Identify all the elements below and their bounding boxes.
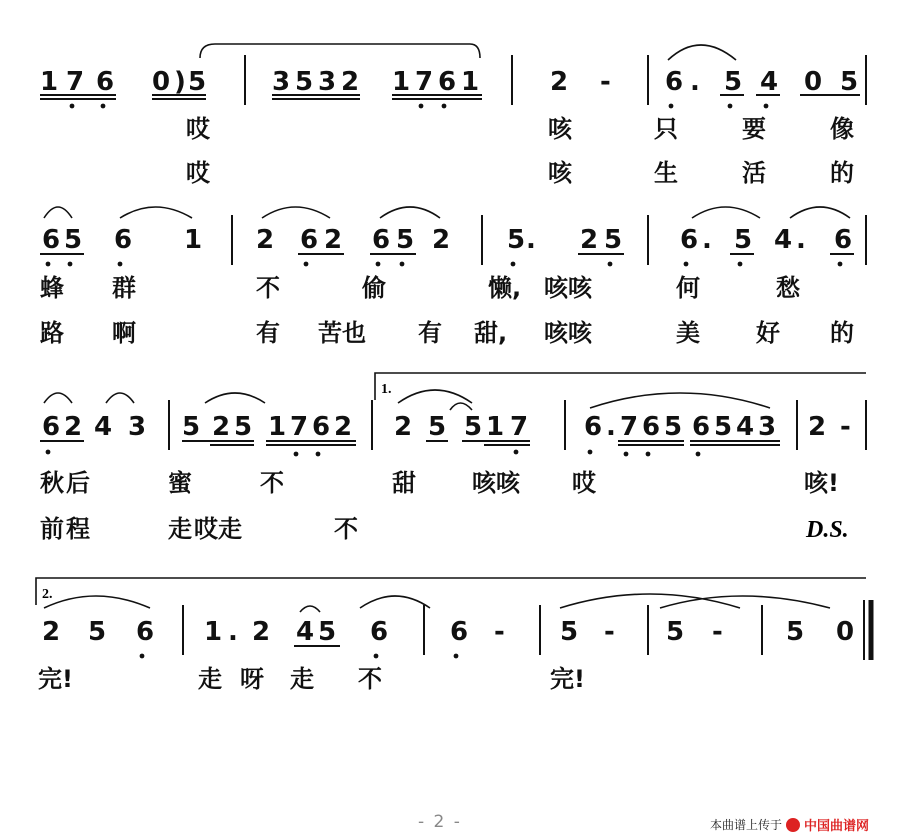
svg-text:7: 7 bbox=[290, 412, 309, 442]
svg-text:-: - bbox=[840, 412, 851, 442]
svg-text:好: 好 bbox=[756, 319, 780, 347]
svg-text:咳咳: 咳咳 bbox=[544, 274, 592, 302]
svg-text:6: 6 bbox=[665, 67, 684, 97]
svg-text:6: 6 bbox=[96, 67, 115, 97]
svg-text:.: . bbox=[796, 225, 806, 255]
svg-text:5: 5 bbox=[666, 617, 685, 647]
svg-text:5: 5 bbox=[664, 412, 683, 442]
svg-text:咳: 咳 bbox=[548, 115, 572, 143]
svg-text:0: 0 bbox=[836, 617, 855, 647]
svg-text:秋: 秋 bbox=[40, 469, 64, 497]
svg-text:5: 5 bbox=[188, 67, 207, 97]
note-line-3 bbox=[42, 412, 851, 442]
svg-text:2: 2 bbox=[212, 412, 231, 442]
svg-text:1: 1 bbox=[204, 617, 223, 647]
svg-text:0: 0 bbox=[152, 67, 171, 97]
svg-text:6: 6 bbox=[584, 412, 603, 442]
svg-text:5: 5 bbox=[714, 412, 733, 442]
octave-dots-line-2 bbox=[46, 262, 843, 267]
octave-dots-line-4 bbox=[140, 654, 459, 659]
page-number: - 2 - bbox=[418, 812, 462, 832]
svg-text:6: 6 bbox=[42, 225, 61, 255]
svg-text:-: - bbox=[604, 617, 615, 647]
svg-text:蜂: 蜂 bbox=[40, 274, 64, 302]
svg-text:4: 4 bbox=[774, 225, 793, 255]
svg-text:不: 不 bbox=[334, 515, 358, 543]
lyrics-line-2-verse-1 bbox=[40, 274, 801, 302]
svg-text:的: 的 bbox=[830, 319, 854, 347]
ds-marking: D.S. bbox=[806, 517, 849, 543]
svg-text:): ) bbox=[174, 67, 186, 97]
svg-text:-: - bbox=[712, 617, 723, 647]
svg-text:走: 走 bbox=[290, 665, 314, 693]
svg-text:6: 6 bbox=[680, 225, 699, 255]
svg-text:4: 4 bbox=[736, 412, 755, 442]
svg-text:6: 6 bbox=[834, 225, 853, 255]
svg-text:1: 1 bbox=[486, 412, 505, 442]
svg-text:哎: 哎 bbox=[186, 159, 210, 187]
svg-text:1: 1 bbox=[268, 412, 287, 442]
svg-text:6: 6 bbox=[312, 412, 331, 442]
octave-dots-line-3 bbox=[46, 450, 701, 457]
svg-text:咳!: 咳! bbox=[804, 469, 839, 497]
svg-text:6: 6 bbox=[372, 225, 391, 255]
svg-text:不: 不 bbox=[358, 665, 382, 693]
svg-text:蜜: 蜜 bbox=[168, 469, 192, 497]
svg-text:2: 2 bbox=[341, 67, 360, 97]
note-line-2 bbox=[42, 225, 852, 255]
svg-text:6: 6 bbox=[450, 617, 469, 647]
svg-text:6: 6 bbox=[438, 67, 457, 97]
svg-text:2: 2 bbox=[432, 225, 451, 255]
svg-text:前: 前 bbox=[40, 515, 64, 543]
svg-text:0: 0 bbox=[804, 67, 823, 97]
lyrics-line-2-verse-2 bbox=[40, 319, 854, 347]
svg-text:-: - bbox=[494, 617, 505, 647]
svg-text:要: 要 bbox=[742, 115, 766, 143]
svg-text:5: 5 bbox=[396, 225, 415, 255]
octave-dots-line-1 bbox=[70, 104, 769, 109]
svg-text:5: 5 bbox=[507, 225, 526, 255]
note-line-4 bbox=[42, 617, 854, 647]
svg-text:3: 3 bbox=[318, 67, 337, 97]
svg-text:后: 后 bbox=[66, 469, 90, 497]
volta-1-label: 1. bbox=[381, 382, 392, 397]
lyrics-line-1-verse-1 bbox=[186, 115, 854, 143]
svg-text:啊: 啊 bbox=[112, 319, 136, 347]
svg-text:完!: 完! bbox=[38, 665, 73, 693]
svg-text:像: 像 bbox=[830, 115, 854, 143]
svg-text:5: 5 bbox=[182, 412, 201, 442]
svg-text:哎走: 哎走 bbox=[194, 515, 242, 543]
volta-2-label: 2. bbox=[42, 587, 53, 602]
svg-text:不: 不 bbox=[260, 469, 284, 497]
svg-text:1: 1 bbox=[184, 225, 203, 255]
svg-text:哎: 哎 bbox=[186, 115, 210, 143]
svg-text:2: 2 bbox=[334, 412, 353, 442]
svg-text:4: 4 bbox=[296, 617, 315, 647]
svg-text:.: . bbox=[228, 617, 238, 647]
barlines bbox=[169, 55, 871, 660]
svg-text:5: 5 bbox=[88, 617, 107, 647]
svg-text:5: 5 bbox=[234, 412, 253, 442]
svg-text:哎: 哎 bbox=[572, 469, 596, 497]
svg-text:2: 2 bbox=[64, 412, 83, 442]
svg-text:-: - bbox=[600, 67, 611, 97]
lyrics-line-3-verse-2 bbox=[40, 515, 358, 543]
svg-text:6: 6 bbox=[136, 617, 155, 647]
svg-text:.: . bbox=[690, 67, 700, 97]
svg-text:5: 5 bbox=[464, 412, 483, 442]
svg-text:6: 6 bbox=[42, 412, 61, 442]
svg-text:走: 走 bbox=[198, 665, 222, 693]
svg-text:2: 2 bbox=[550, 67, 569, 97]
svg-text:群: 群 bbox=[112, 274, 136, 302]
svg-text:6: 6 bbox=[692, 412, 711, 442]
svg-text:只: 只 bbox=[654, 115, 678, 143]
svg-text:5: 5 bbox=[604, 225, 623, 255]
svg-text:3: 3 bbox=[128, 412, 147, 442]
footer-credit bbox=[710, 815, 869, 834]
lyrics-line-1-verse-2 bbox=[186, 159, 854, 187]
svg-text:苦也: 苦也 bbox=[318, 319, 366, 347]
svg-text:甜: 甜 bbox=[392, 469, 416, 497]
svg-text:4: 4 bbox=[760, 67, 779, 97]
svg-text:5: 5 bbox=[318, 617, 337, 647]
svg-text:6: 6 bbox=[370, 617, 389, 647]
footer-site-name[interactable]: 中国曲谱网 bbox=[804, 819, 870, 834]
svg-text:6: 6 bbox=[114, 225, 133, 255]
svg-text:5: 5 bbox=[560, 617, 579, 647]
svg-text:有: 有 bbox=[418, 319, 442, 347]
svg-text:1: 1 bbox=[40, 67, 59, 97]
svg-text:咳咳: 咳咳 bbox=[544, 319, 592, 347]
svg-text:2: 2 bbox=[394, 412, 413, 442]
svg-text:程: 程 bbox=[66, 515, 90, 543]
svg-text:7: 7 bbox=[620, 412, 639, 442]
svg-text:.: . bbox=[702, 225, 712, 255]
svg-text:愁: 愁 bbox=[776, 274, 800, 302]
svg-text:偷: 偷 bbox=[362, 274, 386, 302]
svg-text:甜,: 甜, bbox=[474, 319, 508, 347]
svg-text:咳咳: 咳咳 bbox=[472, 469, 520, 497]
site-logo-icon bbox=[786, 818, 800, 832]
svg-text:7: 7 bbox=[66, 67, 85, 97]
svg-text:4: 4 bbox=[94, 412, 113, 442]
svg-text:呀: 呀 bbox=[240, 665, 264, 693]
svg-text:2: 2 bbox=[252, 617, 271, 647]
svg-text:路: 路 bbox=[40, 319, 64, 347]
svg-text:有: 有 bbox=[256, 319, 280, 347]
svg-text:的: 的 bbox=[830, 159, 854, 187]
svg-text:5: 5 bbox=[295, 67, 314, 97]
svg-text:活: 活 bbox=[742, 159, 766, 187]
svg-text:生: 生 bbox=[654, 159, 678, 187]
svg-text:1: 1 bbox=[392, 67, 411, 97]
svg-text:6: 6 bbox=[300, 225, 319, 255]
svg-text:5: 5 bbox=[724, 67, 743, 97]
svg-text:6: 6 bbox=[642, 412, 661, 442]
svg-text:7: 7 bbox=[415, 67, 434, 97]
svg-text:不: 不 bbox=[256, 274, 280, 302]
svg-text:7: 7 bbox=[510, 412, 529, 442]
svg-text:2: 2 bbox=[256, 225, 275, 255]
svg-text:5: 5 bbox=[64, 225, 83, 255]
slurs bbox=[44, 44, 853, 612]
svg-text:5: 5 bbox=[428, 412, 447, 442]
svg-text:.: . bbox=[526, 225, 536, 255]
svg-text:完!: 完! bbox=[550, 665, 585, 693]
svg-text:3: 3 bbox=[758, 412, 777, 442]
svg-text:走: 走 bbox=[168, 515, 192, 543]
svg-text:2: 2 bbox=[580, 225, 599, 255]
underlines-line-1 bbox=[40, 95, 860, 99]
svg-text:2: 2 bbox=[42, 617, 61, 647]
footer-text: 本曲谱上传于 bbox=[710, 818, 783, 832]
svg-text:5: 5 bbox=[734, 225, 753, 255]
svg-text:美: 美 bbox=[676, 319, 700, 347]
svg-text:.: . bbox=[606, 412, 616, 442]
svg-text:3: 3 bbox=[272, 67, 291, 97]
svg-text:5: 5 bbox=[786, 617, 805, 647]
svg-text:咳: 咳 bbox=[548, 159, 572, 187]
svg-text:5: 5 bbox=[840, 67, 859, 97]
lyrics-line-4-verse-1 bbox=[38, 665, 585, 693]
svg-text:1: 1 bbox=[461, 67, 480, 97]
lyrics-line-3-verse-1 bbox=[40, 469, 839, 497]
svg-text:2: 2 bbox=[808, 412, 827, 442]
svg-text:2: 2 bbox=[324, 225, 343, 255]
svg-text:懒,: 懒, bbox=[488, 274, 522, 302]
svg-text:何: 何 bbox=[676, 274, 700, 302]
note-line-1 bbox=[40, 67, 858, 97]
